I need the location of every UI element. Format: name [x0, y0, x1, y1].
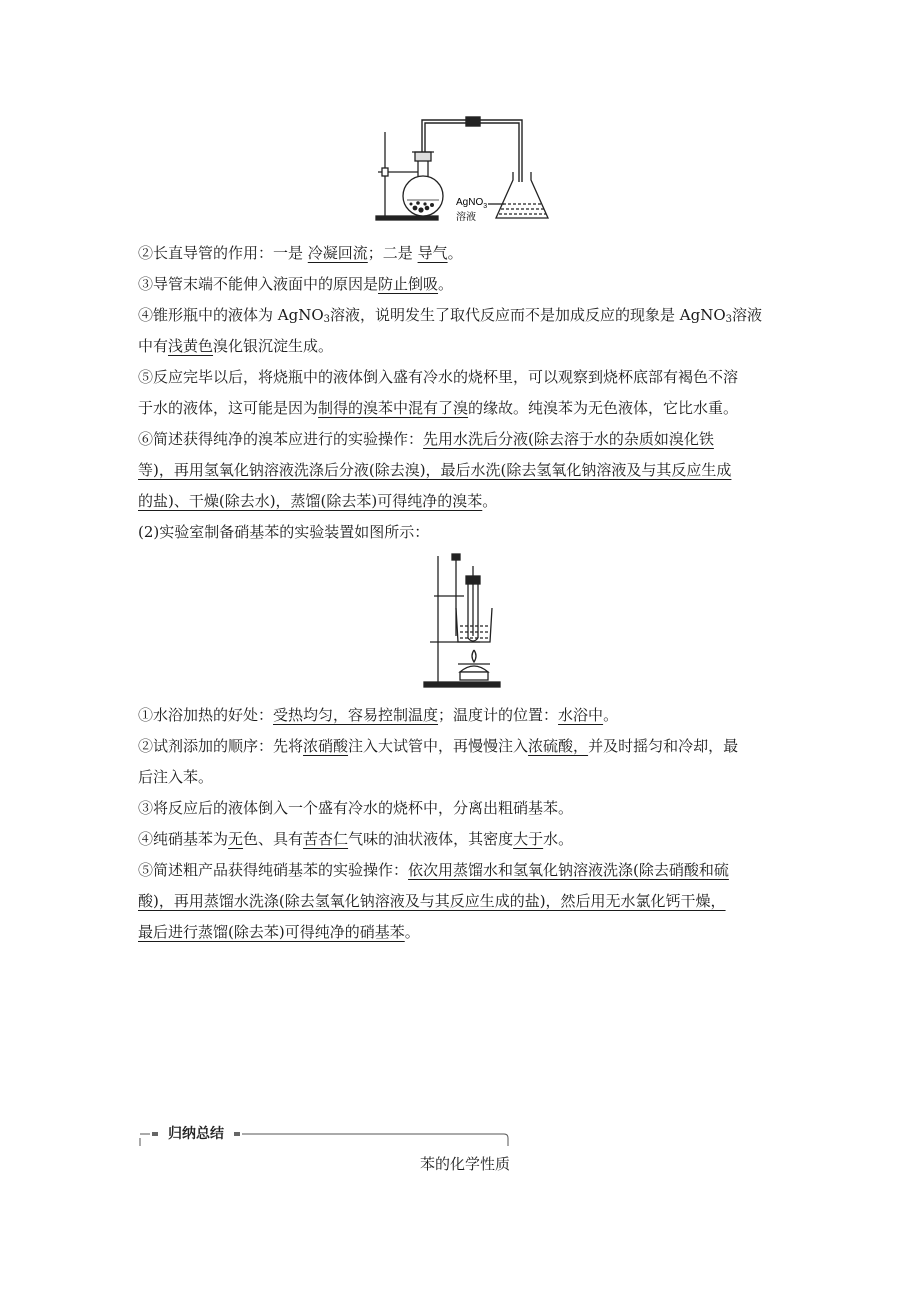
line-m5b: 酸)，再用蒸馏水洗涤(除去氢氧化钠溶液及与其反应生成的盐)，然后用无水氯化钙干燥，	[138, 892, 726, 910]
summary-title: 归纳总结	[168, 1126, 224, 1142]
summary-header	[138, 1124, 510, 1148]
line-m2a: ②试剂添加的顺序：先将浓硝酸注入大试管中，再慢慢注入浓硫酸，并及时摇匀和冷却，最	[138, 737, 739, 755]
line-m2b: 后注入苯。	[138, 768, 214, 786]
line-l5b: 于水的液体，这可能是因为制得的溴苯中混有了溴的缘故。纯溴苯为无色液体，它比水重。	[138, 399, 739, 417]
alcohol-lamp	[458, 650, 490, 680]
line-l3: ③导管末端不能伸入液面中的原因是防止倒吸。	[138, 275, 454, 293]
test-tube-thermometer	[452, 554, 480, 641]
agno3-label: AgNO$_3$	[456, 197, 488, 210]
water-bath-beaker	[456, 608, 492, 642]
line-l7: (2)实验室制备硝基苯的实验装置如图所示：	[138, 523, 430, 541]
line-l4b: 中有浅黄色溴化银沉淀生成。	[138, 337, 334, 355]
solution-label: 溶液	[456, 212, 476, 223]
line-m5a: ⑤简述粗产品获得纯硝基苯的实验操作：依次用蒸馏水和氢氧化钠溶液洗涤(除去硝酸和硫	[138, 861, 729, 879]
line-l4a: ④锥形瓶中的液体为 AgNO$_3$溶液，说明发生了取代反应而不是加成反应的现象是 AgNO$_3$溶液	[138, 306, 763, 325]
line-m4: ④纯硝基苯为无色、具有苦杏仁气味的油状液体，其密度大于水。	[138, 830, 574, 848]
bromobenzene-apparatus-figure	[370, 112, 560, 230]
line-l6c: 的盐)、干燥(除去水)，蒸馏(除去苯)可得纯净的溴苯。	[138, 492, 498, 510]
line-l6a: ⑥简述获得纯净的溴苯应进行的实验操作：先用水洗后分液(除去溶于水的杂质如溴化铁	[138, 430, 714, 448]
iron-stand-2	[424, 556, 500, 687]
round-bottom-flask	[403, 152, 443, 216]
line-l5a: ⑤反应完毕以后，将烧瓶中的液体倒入盛有冷水的烧杯里，可以观察到烧杯底部有褐色不溶	[138, 368, 739, 386]
line-m3: ③将反应后的液体倒入一个盛有冷水的烧杯中，分离出粗硝基苯。	[138, 799, 574, 817]
line-l6b: 等)，再用氢氧化钠溶液洗涤后分液(除去溴)，最后水洗(除去氢氧化钠溶液及与其反应生成	[138, 461, 732, 479]
line-m5c: 最后进行蒸馏(除去苯)可得纯净的硝基苯。	[138, 923, 420, 941]
nitrobenzene-apparatus-figure	[420, 552, 504, 692]
line-m1: ①水浴加热的好处：受热均匀，容易控制温度；温度计的位置：水浴中。	[138, 706, 619, 724]
erlenmeyer-flask	[488, 172, 548, 218]
summary-subtitle: 苯的化学性质	[420, 1155, 511, 1173]
long-condenser-tube	[422, 117, 522, 182]
line-l2: ②长直导管的作用：一是 冷凝回流；二是 导气。	[138, 244, 463, 262]
